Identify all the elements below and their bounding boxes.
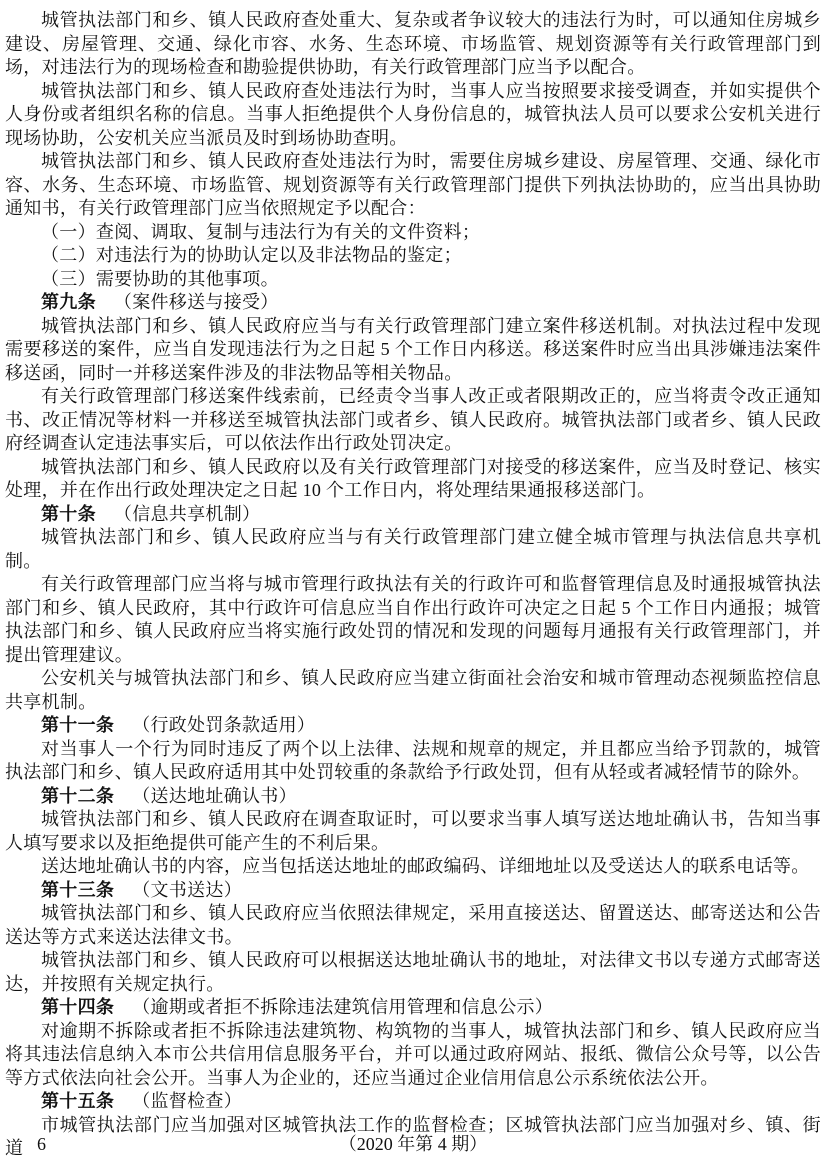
paragraph: 城管执法部门和乡、镇人民政府应当与有关行政管理部门建立案件移送机制。对执法过程中发现需要移送的案件，应当自发现违法行为之日起 5 个工作日内移送。移送案件时应当出具涉嫌违法案件移送函，同时一并移送案件涉及的非法物品等相关物品。 — [5, 315, 821, 383]
article-title: （信息共享机制） — [113, 503, 261, 524]
paragraph: 城管执法部门和乡、镇人民政府查处重大、复杂或者争议较大的违法行为时，可以通知住房城乡建设、房屋管理、交通、绿化市容、水务、生态环境、市场监管、规划资源等有关行政管理部门到场，对违法行为的现场检查和勘验提供协助，有关行政管理部门应当予以配合。 — [5, 10, 821, 77]
article-heading — [5, 879, 821, 903]
paragraph: 公安机关与城管执法部门和乡、镇人民政府应当建立街面社会治安和城市管理动态视频监控信息共享机制。 — [5, 668, 821, 712]
issue-label: （2020 年第 4 期） — [338, 1134, 488, 1154]
paragraph: 对当事人一个行为同时违反了两个以上法律、法规和规章的规定，并且都应当给予罚款的，城管执法部门和乡、镇人民政府适用其中处罚较重的条款给予行政处罚，但有从轻或者减轻情节的除外。 — [5, 738, 821, 782]
paragraph: 对逾期不拆除或者拒不拆除违法建筑物、构筑物的当事人，城管执法部门和乡、镇人民政府应当将其违法信息纳入本市公共信用信息服务平台，并可以通过政府网站、报纸、微信公众号等，以公告等方式依法向社会公开。当事人为企业的，还应当通过企业信用信息公示系统依法公开。 — [5, 1020, 821, 1088]
document-body — [5, 9, 821, 1161]
paragraph: 送达地址确认书的内容，应当包括送达地址的邮政编码、详细地址以及受送达人的联系电话等。 — [41, 856, 810, 876]
paragraph: 城管执法部门和乡、镇人民政府应当与有关行政管理部门建立健全城市管理与执法信息共享机制。 — [5, 527, 821, 571]
article-number: 第十四条 — [41, 997, 115, 1017]
article-title: （送达地址确认书） — [132, 785, 297, 806]
paragraph: 城管执法部门和乡、镇人民政府以及有关行政管理部门对接受的移送案件，应当及时登记、核实处理，并在作出行政处理决定之日起 10 个工作日内，将处理结果通报移送部门。 — [5, 456, 821, 500]
page-number: 6 — [37, 1134, 46, 1154]
paragraph: 市城管执法部门应当加强对区城管执法工作的监督检查；区城管执法部门应当加强对乡、镇、街道 — [5, 1114, 821, 1158]
article-heading — [5, 1090, 821, 1114]
article-heading — [5, 785, 821, 809]
article-heading — [5, 996, 821, 1020]
paragraph: （二）对违法行为的协助认定以及非法物品的鉴定； — [41, 245, 462, 265]
article-number: 第十条 — [41, 503, 96, 524]
paragraph: 城管执法部门和乡、镇人民政府查处违法行为时，当事人应当按照要求接受调查，并如实提供个人身份或者组织名称的信息。当事人拒绝提供个人身份信息的，城管执法人员可以要求公安机关进行现场协助，公安机关应当派员及时到场协助查明。 — [5, 80, 821, 148]
paragraph: 城管执法部门和乡、镇人民政府可以根据送达地址确认书的地址，对法律文书以专递方式邮寄送达，并按照有关规定执行。 — [5, 950, 821, 994]
article-number: 第十三条 — [41, 879, 115, 900]
article-title: （行政处罚条款适用） — [132, 715, 316, 735]
article-number: 第十五条 — [41, 1091, 115, 1111]
article-title: （监督检查） — [132, 1091, 243, 1111]
paragraph: （三）需要协助的其他事项。 — [41, 268, 279, 289]
paragraph: 有关行政管理部门移送案件线索前，已经责令当事人改正或者限期改正的，应当将责令改正通知书、改正情况等材料一并移送至城管执法部门或者乡、镇人民政府。城管执法部门或者乡、镇人民政府经调查认定违法事实后，可以依法作出行政处罚决定。 — [5, 386, 821, 453]
paragraph: 城管执法部门和乡、镇人民政府查处违法行为时，需要住房城乡建设、房屋管理、交通、绿化市容、水务、生态环境、市场监管、规划资源等有关行政管理部门提供下列执法协助的，应当出具协助通知书，有关行政管理部门应当依照规定予以配合： — [5, 151, 821, 218]
paragraph: 城管执法部门和乡、镇人民政府在调查取证时，可以要求当事人填写送达地址确认书，告知当事人填写要求以及拒绝提供可能产生的不利后果。 — [5, 809, 821, 853]
article-heading — [5, 291, 821, 315]
page-footer — [5, 1132, 821, 1156]
paragraph: 有关行政管理部门应当将与城市管理行政执法有关的行政许可和监督管理信息及时通报城管执法部门和乡、镇人民政府，其中行政许可信息应当自作出行政许可决定之日起 5 个工作日内通报；城管执法部门和乡、镇人民政府应当将实施行政处罚的情况和发现的问题每月通报有关行政管理部门，并提出管理建议。 — [5, 574, 821, 665]
article-title: （案件移送与接受） — [113, 292, 279, 312]
paragraph: （一）查阅、调取、复制与违法行为有关的文件资料； — [41, 221, 481, 242]
paragraph: 城管执法部门和乡、镇人民政府应当依照法律规定，采用直接送达、留置送达、邮寄送达和公告送达等方式来送达法律文书。 — [5, 903, 821, 947]
article-heading — [5, 503, 821, 527]
article-number: 第十一条 — [41, 715, 115, 735]
article-title: （文书送达） — [132, 879, 243, 900]
article-number: 第九条 — [41, 292, 96, 312]
article-number: 第十二条 — [41, 785, 115, 806]
article-heading — [5, 714, 821, 738]
article-title: （逾期或者拒不拆除违法建筑信用管理和信息公示） — [132, 997, 554, 1017]
